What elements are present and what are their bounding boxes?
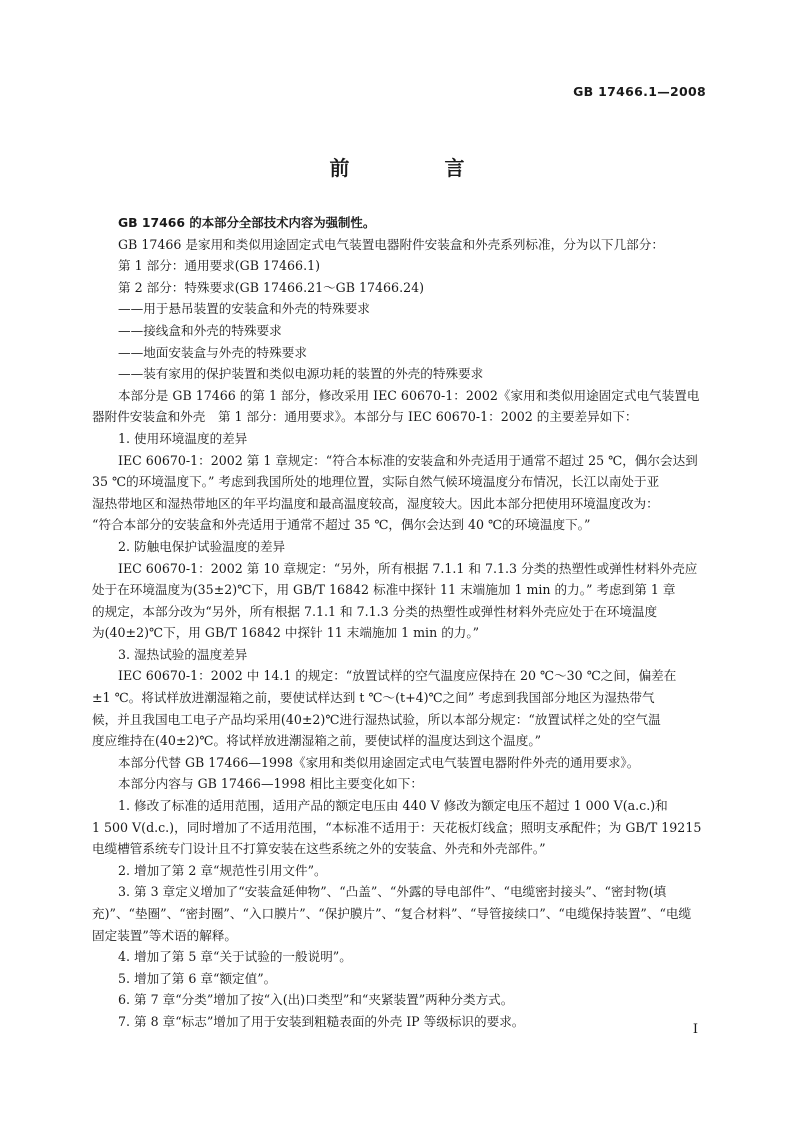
list-item: 2. 增加了第 2 章“规范性引用文件”。 [118,862,327,878]
paragraph: GB 17466 是家用和类似用途固定式电气装置电器附件安装盒和外壳系列标准，分为以下几部分： [118,236,664,252]
list-item: 3. 第 3 章定义增加了“安装盒延伸物”、“凸盖”、“外露的导电部件”、“电缆密封接头”、“密封物(填 [118,884,667,900]
list-item: 6. 第 7 章“分类”增加了按“入(出)口类型”和“夹紧装置”两种分类方式。 [118,992,514,1008]
paragraph: IEC 60670-1：2002 中 14.1 的规定：“放置试样的空气温度应保持在 20 ℃～30 ℃之间，偏差在 [118,668,677,684]
section-heading: 3. 湿热试验的温度差异 [118,646,248,662]
standard-number: GB 17466.1—2008 [573,84,706,99]
list-item: ——接线盒和外壳的特殊要求 [118,322,282,338]
paragraph: 本部分代替 GB 17466—1998《家用和类似用途固定式电气装置电器附件外壳的通用要求》。 [118,754,640,770]
paragraph-continuation: 器附件安装盒和外壳 第 1 部分：通用要求》。本部分与 IEC 60670-1：2002 的主要差异如下： [92,409,638,425]
page-number: I [692,1022,698,1037]
list-item: ——地面安装盒与外壳的特殊要求 [118,344,307,360]
paragraph-continuation: “符合本部分的安装盒和外壳适用于通常不超过 35 ℃，偶尔会达到 40 ℃的环境温度下。” [92,517,591,533]
list-item: ——用于悬吊装置的安装盒和外壳的特殊要求 [118,301,370,317]
list-item: ——装有家用的保护装置和类似电源功耗的装置的外壳的特殊要求 [118,366,484,382]
foreword-body [92,212,706,1033]
paragraph: GB 17466 的本部分全部技术内容为强制性。 [118,215,376,230]
paragraph: 本部分内容与 GB 17466—1998 相比主要变化如下： [118,776,423,792]
paragraph: 第 1 部分：通用要求(GB 17466.1) [118,258,320,274]
paragraph-continuation: 35 ℃的环境温度下。” 考虑到我国所处的地理位置，实际自然气候环境温度分布情况，长江以南处于亚 [92,474,660,490]
paragraph-continuation: 固定装置”等术语的解释。 [92,927,237,943]
paragraph-continuation: 的规定，本部分改为“另外，所有根据 7.1.1 和 7.1.3 分类的热塑性或弹性材料外壳应处于在环境温度 [92,603,658,619]
paragraph-continuation: 湿热带地区和湿热带地区的年平均温度和最高温度较高，湿度较大。因此本部分把使用环境温度改为： [92,495,659,511]
paragraph-continuation: 1 500 V(d.c.)，同时增加了不适用范围，“本标准不适用于：天花板灯线盒；照明支承配件；为 GB/T 19215 [92,819,702,835]
paragraph-continuation: 为(40±2)℃下，用 GB/T 16842 中探针 11 末端施加 1 min 的力。” [92,625,480,641]
paragraph: IEC 60670-1：2002 第 10 章规定：“另外，所有根据 7.1.1 和 7.1.3 分类的热塑性或弹性材料外壳应 [118,560,698,576]
paragraph-continuation: 电缆槽管系统专门设计且不打算安装在这些系统之外的安装盒、外壳和外壳部件。” [92,841,546,857]
paragraph-continuation: 处于在环境温度为(35±2)℃下，用 GB/T 16842 标准中探针 11 末端施加 1 min 的力。” 考虑到第 1 章 [92,582,676,598]
paragraph: 本部分是 GB 17466 的第 1 部分，修改采用 IEC 60670-1：2002《家用和类似用途固定式电气装置电 [118,387,700,403]
list-item: 4. 增加了第 5 章“关于试验的一般说明”。 [118,949,352,965]
section-heading: 1. 使用环境温度的差异 [118,430,248,446]
list-item: 1. 修改了标准的适用范围，适用产品的额定电压由 440 V 修改为额定电压不超过 1 000 V(a.c.)和 [118,798,668,814]
paragraph: IEC 60670-1：2002 第 1 章规定：“符合本标准的安装盒和外壳适用于通常不超过 25 ℃，偶尔会达到 [118,452,698,468]
paragraph-continuation: ±1 ℃。将试样放进潮湿箱之前，要使试样达到 t ℃～(t+4)℃之间” 考虑到我国部分地区为湿热带气 [92,690,655,706]
list-item: 7. 第 8 章“标志”增加了用于安装到粗糙表面的外壳 IP 等级标识的要求。 [118,1013,525,1029]
page-title: 前 言 [329,156,509,180]
paragraph-continuation: 候，并且我国电工电子产品均采用(40±2)℃进行湿热试验，所以本部分规定：“放置试样之处的空气温 [92,711,661,727]
list-item: 5. 增加了第 6 章“额定值”。 [118,970,277,986]
paragraph: 第 2 部分：特殊要求(GB 17466.21～GB 17466.24) [118,279,425,295]
paragraph-continuation: 充)”、“垫圈”、“密封圈”、“入口膜片”、“保护膜片”、“复合材料”、“导管接续口”、“电缆保持装置”、“电缆 [92,906,692,921]
paragraph-continuation: 度应维持在(40±2)℃。将试样放进潮湿箱之前，要使试样的温度达到这个温度。” [92,733,542,749]
section-heading: 2. 防触电保护试验温度的差异 [118,538,286,554]
